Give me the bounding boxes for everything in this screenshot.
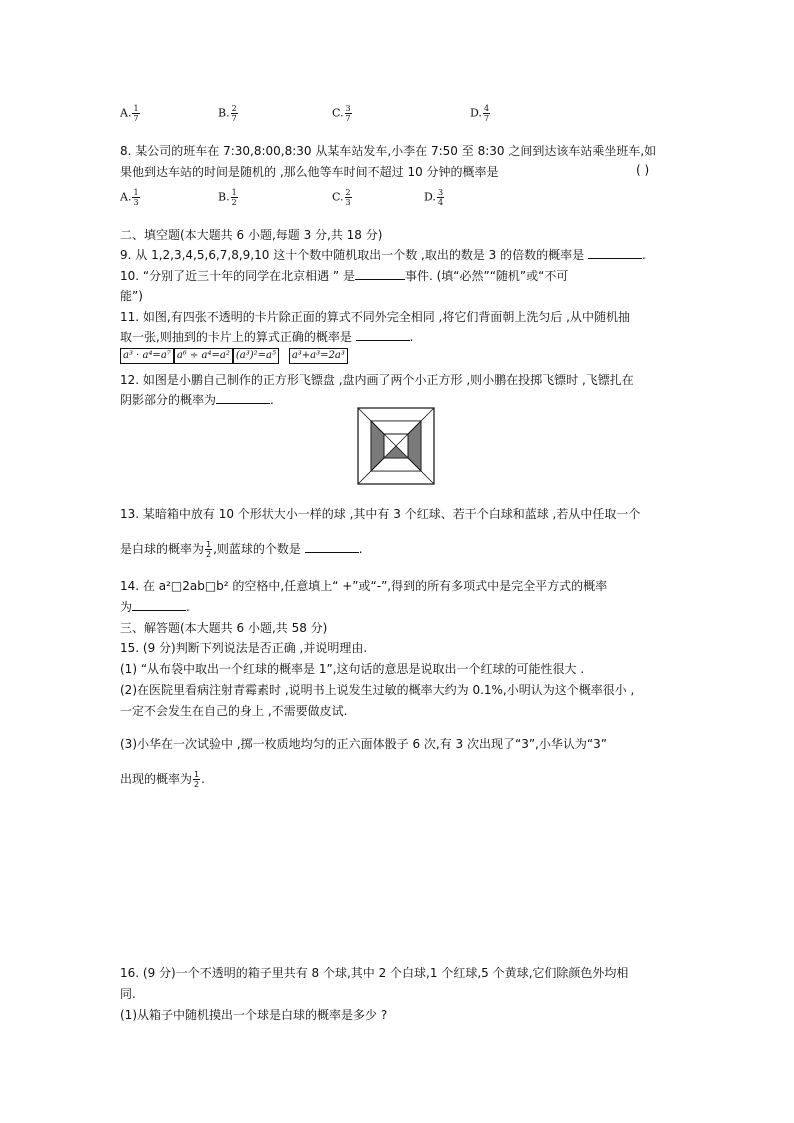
fraction-numerator: 1	[133, 188, 139, 197]
fraction-denominator: 7	[231, 114, 237, 123]
q15-part3-line2: 出现的概率为 $\frac{1}{2}$ .	[120, 770, 205, 789]
q12-line1: 12. 如图是小鹏自己制作的正方形飞镖盘 ,盘内画了两个小正方形 ,则小鹏在投掷飞镖时 ,飞镖扎在	[120, 373, 634, 387]
fraction-denominator: 7	[345, 114, 351, 123]
q7-option-c: C. $\frac{3}{7}$	[332, 104, 351, 123]
fraction-denominator: 7	[483, 114, 490, 123]
q8-option-d: D. $\frac{3}{4}$	[424, 188, 444, 207]
q14-line1: 14. 在 a²□2ab□b² 的空格中,任意填上“ +”或“-”,得到的所有多项式中是完全平方式的概率	[120, 579, 608, 593]
fraction-numerator: 1	[194, 770, 200, 779]
q8-line1: 8. 某公司的班车在 7:30,8:00,8:30 从某车站发车,小李在 7:50 至 8:30 之间到达该车站乘坐班车,如	[120, 144, 657, 158]
q15-part2-line1: (2)在医院里看病注射青霉素时 ,说明书上说发生过敏的概率大约为 0.1%,小明认为这个概率很小 ,	[120, 683, 635, 697]
fraction-numerator: 3	[345, 104, 351, 113]
fraction-numerator: 2	[231, 104, 237, 113]
fraction-denominator: 4	[437, 198, 444, 207]
q16-line2: 同.	[120, 987, 136, 1001]
answer-blank	[355, 268, 405, 280]
answer-blank	[305, 541, 359, 553]
fraction-denominator: 7	[133, 114, 139, 123]
formula-card-4: a³+a³=2a³	[289, 348, 348, 364]
q7-option-a: A. $\frac{1}{7}$	[120, 104, 139, 123]
q14-line2: 为 .	[120, 600, 190, 614]
fraction-denominator: 3	[345, 198, 351, 207]
q8-option-b: B. $\frac{1}{2}$	[218, 188, 237, 207]
formula-card-3: (a³)²=a⁵	[233, 348, 279, 364]
q15-part2-line2: 一定不会发生在自己的身上 ,不需要做皮试.	[120, 704, 348, 718]
fraction-denominator: 2	[231, 198, 237, 207]
fraction-numerator: 1	[231, 188, 237, 197]
answer-blank	[356, 329, 410, 341]
fraction-denominator: 3	[133, 198, 139, 207]
fraction-numerator: 4	[483, 104, 490, 113]
q13-line2: 是白球的概率为 $\frac{1}{2}$ ,则蓝球的个数是 .	[120, 540, 363, 559]
q11-line1: 11. 如图,有四张不透明的卡片除正面的算式不同外完全相同 ,将它们背面朝上洗匀后 ,从中随机抽	[120, 310, 630, 324]
q12-line2: 阴影部分的概率为 .	[120, 393, 274, 407]
fraction-numerator: 3	[437, 188, 444, 197]
q8-line2: 果他到达车站的时间是随机的 ,那么他等车时间不超过 10 分钟的概率是	[120, 165, 499, 179]
q8-answer-paren: ( )	[636, 163, 650, 177]
q15-part1: (1) “从布袋中取出一个红球的概率是 1”,这句话的意思是说取出一个红球的可能性很大 .	[120, 662, 585, 676]
answer-blank	[588, 247, 642, 259]
q15-part3-line1: (3)小华在一次试验中 ,掷一枚质地均匀的正六面体骰子 6 次,有 3 次出现了“3”,小华认为“3”	[120, 737, 607, 751]
q8-option-c: C. $\frac{2}{3}$	[332, 188, 351, 207]
q7-option-b: B. $\frac{2}{7}$	[218, 104, 237, 123]
fraction-numerator: 2	[345, 188, 351, 197]
q8-option-a: A. $\frac{1}{3}$	[120, 188, 139, 207]
q15-stem: 15. (9 分)判断下列说法是否正确 ,并说明理由.	[120, 641, 368, 655]
fraction-denominator: 2	[206, 550, 212, 559]
answer-blank	[216, 392, 270, 404]
q16-part1: (1)从箱子中随机摸出一个球是白球的概率是多少 ?	[120, 1008, 388, 1022]
q16-line1: 16. (9 分)一个不透明的箱子里共有 8 个球,其中 2 个白球,1 个红球,5 个黄球,它们除颜色外均相	[120, 966, 629, 980]
formula-card-1: a³ · a⁴=a⁷	[120, 348, 174, 364]
formula-card-2: a⁶ ÷ a⁴=a²	[174, 348, 233, 364]
q10-line1: 10. “分别了近三十年的同学在北京相遇 ” 是 事件. (填“必然”“随机”或“不可	[120, 269, 569, 283]
q11-line2: 取一张,则抽到的卡片上的算式正确的概率是 .	[120, 330, 414, 344]
q7-option-d: D. $\frac{4}{7}$	[470, 104, 490, 123]
fraction-numerator: 1	[206, 540, 212, 549]
q11-cards	[120, 347, 348, 364]
q13-line1: 13. 某暗箱中放有 10 个形状大小一样的球 ,其中有 3 个红球、若干个白球和蓝球 ,若从中任取一个	[120, 507, 641, 521]
section2-title: 二、填空题(本大题共 6 小题,每题 3 分,共 18 分)	[120, 228, 383, 242]
fraction-denominator: 2	[194, 780, 200, 789]
dartboard-figure	[357, 407, 435, 485]
fraction-numerator: 1	[133, 104, 139, 113]
answer-blank	[132, 599, 186, 611]
q10-line2: 能”)	[120, 289, 143, 303]
section3-title: 三、解答题(本大题共 6 小题,共 58 分)	[120, 621, 328, 635]
q9-text: 9. 从 1,2,3,4,5,6,7,8,9,10 这十个数中随机取出一个数 ,取出的数是 3 的倍数的概率是 .	[120, 248, 646, 262]
